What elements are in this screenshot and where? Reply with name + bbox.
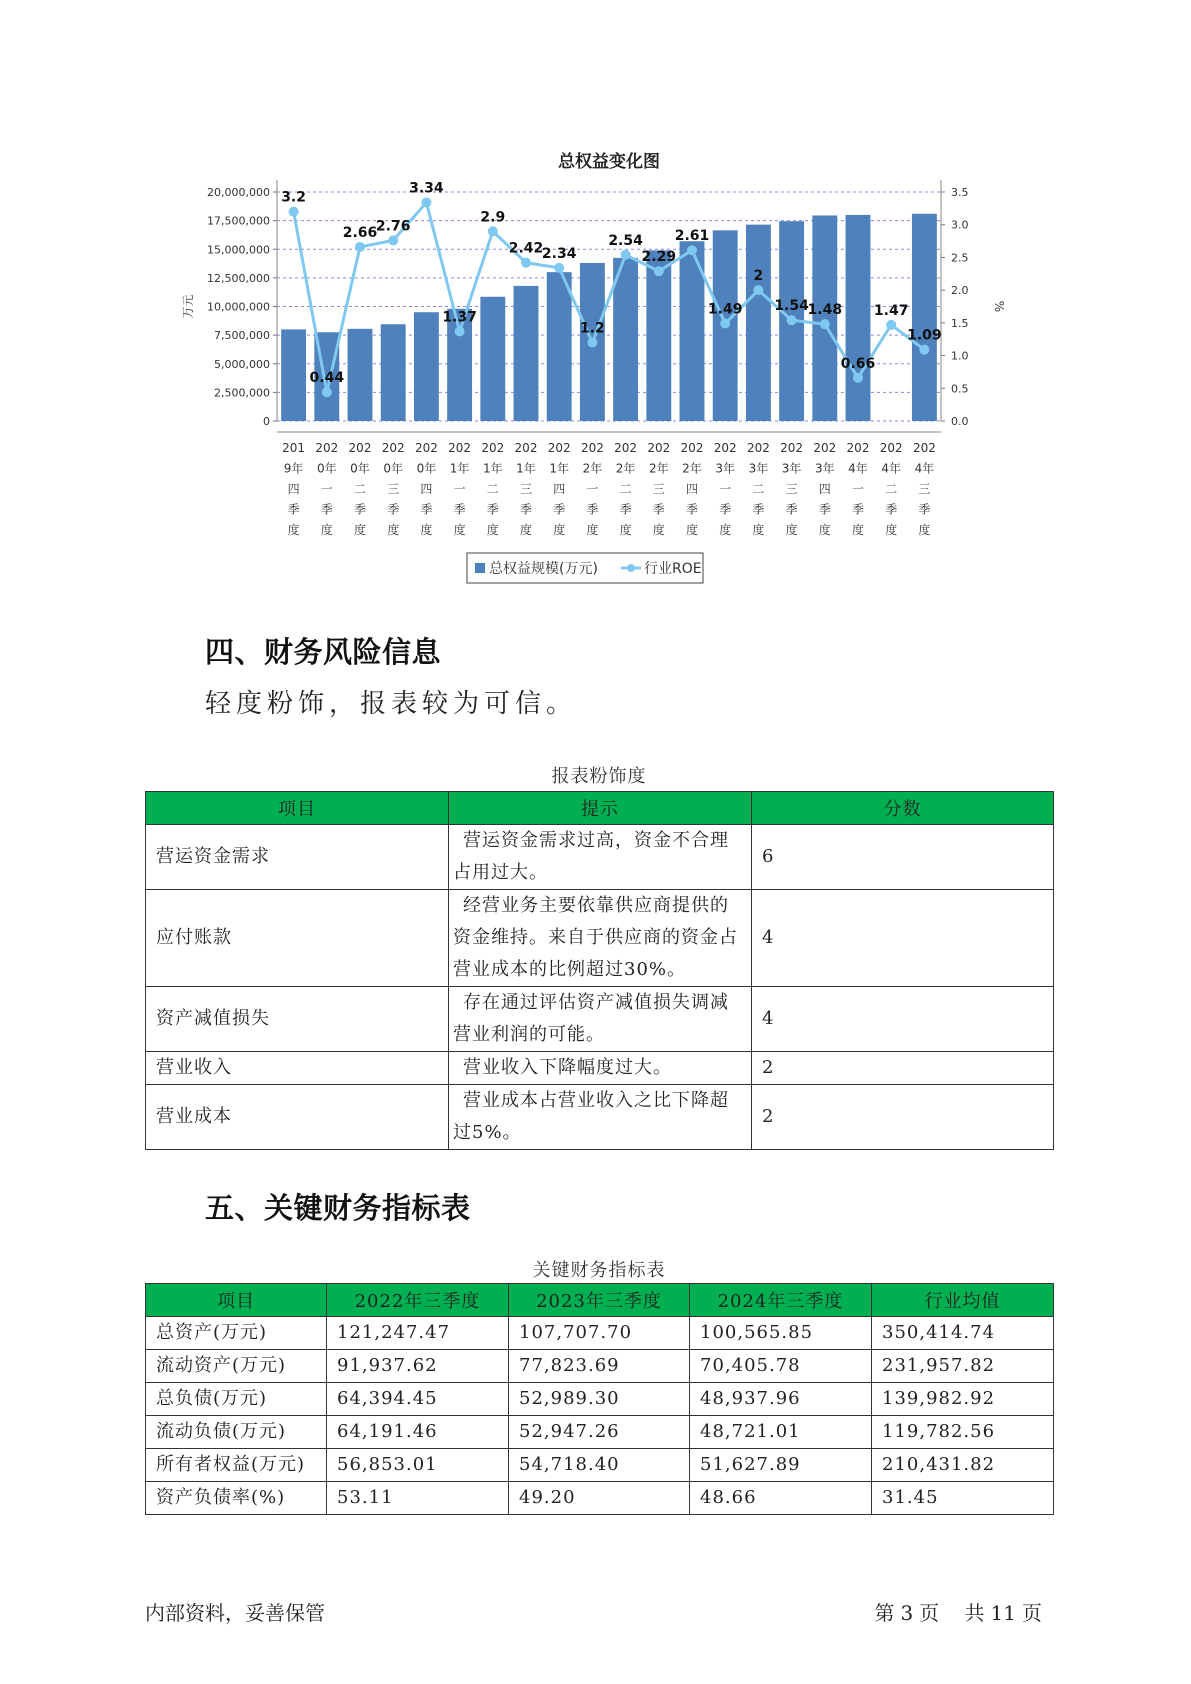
footer-page-mid: 页 [919, 1601, 940, 1625]
risk-score: 4 [752, 987, 1054, 1052]
roe-point [621, 250, 631, 260]
roe-data-label: 0.44 [309, 370, 345, 387]
x-tick-label: 202 [547, 441, 571, 455]
legend-swatch-marker [627, 564, 635, 572]
bar [746, 225, 771, 421]
x-tick-label: 1年 [549, 461, 570, 476]
section5-heading: 五、关键财务指标表 [205, 1191, 471, 1225]
x-tick-label: 一 [320, 482, 333, 496]
risk-header-hint: 提示 [449, 792, 752, 825]
kpi-value: 54,718.40 [509, 1449, 690, 1482]
table-row [146, 1482, 1054, 1515]
x-tick-label: 4年 [914, 461, 935, 476]
equity-chart [170, 140, 1006, 600]
risk-hint [449, 825, 752, 890]
roe-data-label: 2.42 [508, 240, 544, 257]
bar [480, 297, 505, 421]
y2-tick-label: 0.5 [951, 382, 969, 396]
x-tick-label: 202 [713, 441, 737, 455]
x-tick-label: 4年 [881, 461, 902, 476]
roe-point [687, 245, 697, 255]
y2-tick-label: 1.5 [951, 316, 969, 330]
kpi-item: 流动资产(万元) [146, 1350, 327, 1383]
table-row [146, 890, 1054, 987]
x-tick-label: 2年 [682, 461, 702, 476]
x-tick-label: 度 [486, 523, 499, 537]
x-tick-label: 季 [652, 502, 665, 517]
roe-data-label: 3.34 [409, 180, 444, 197]
x-tick-label: 2年 [615, 461, 636, 476]
risk-table [145, 791, 1054, 1150]
x-tick-label: 季 [851, 502, 865, 517]
x-tick-label: 202 [647, 441, 671, 455]
kpi-header-2024q3: 2024年三季度 [690, 1284, 872, 1317]
risk-hint-line: 营运资金需求过高，资金不合理 [463, 830, 729, 851]
x-tick-label: 202 [315, 441, 339, 455]
risk-item: 资产减值损失 [146, 987, 449, 1052]
x-tick-label: 度 [652, 523, 665, 537]
bar [812, 215, 837, 421]
x-tick-label: 202 [580, 441, 604, 455]
kpi-value: 121,247.47 [327, 1317, 509, 1350]
y2-axis-label: % [992, 300, 1006, 313]
x-tick-label: 度 [719, 523, 732, 537]
x-tick-label: 度 [420, 523, 433, 537]
kpi-value: 139,982.92 [872, 1383, 1054, 1416]
kpi-value: 49.20 [509, 1482, 690, 1515]
footer-page-number [871, 1597, 1045, 1626]
footer-total-num: 11 [990, 1601, 1016, 1625]
x-tick-label: 季 [619, 502, 632, 517]
roe-data-label: 0.66 [840, 355, 876, 372]
table-row [146, 1085, 1054, 1150]
roe-point [753, 285, 763, 295]
x-tick-label: 一 [453, 482, 466, 496]
table-row [146, 1449, 1054, 1482]
x-tick-label: 季 [752, 502, 765, 517]
x-tick-label: 二 [885, 482, 898, 496]
kpi-table-caption: 关键财务指标表 [532, 1260, 666, 1281]
table-row [146, 987, 1054, 1052]
x-tick-label: 0年 [383, 461, 404, 476]
x-tick-label: 202 [414, 441, 438, 455]
x-tick-label: 2年 [648, 461, 669, 476]
table-row [146, 1416, 1054, 1449]
roe-point [886, 320, 896, 330]
x-tick-label: 度 [619, 523, 632, 537]
x-tick-label: 1年 [482, 461, 503, 476]
kpi-value: 91,937.62 [327, 1350, 509, 1383]
kpi-value: 52,947.26 [509, 1416, 690, 1449]
kpi-item: 总负债(万元) [146, 1383, 327, 1416]
risk-item: 营运资金需求 [146, 825, 449, 890]
x-tick-label: 季 [353, 502, 367, 517]
roe-point [787, 315, 797, 325]
x-tick-label: 二 [619, 482, 632, 496]
roe-point [455, 326, 465, 336]
risk-hint-line: 存在通过评估资产减值损失调减 [463, 992, 729, 1013]
risk-hint-line: 营业收入下降幅度过大。 [463, 1057, 672, 1078]
roe-point [355, 242, 365, 252]
kpi-item: 总资产(万元) [146, 1317, 327, 1350]
x-tick-label: 度 [885, 523, 898, 537]
x-tick-label: 季 [586, 502, 599, 517]
x-tick-label: 四 [685, 482, 699, 496]
x-tick-label: 二 [486, 482, 499, 496]
roe-data-label: 2.54 [608, 232, 643, 249]
kpi-header-industry-avg: 行业均值 [872, 1284, 1054, 1317]
roe-data-label: 1.37 [442, 309, 477, 326]
x-tick-label: 202 [879, 441, 903, 455]
roe-point [421, 197, 431, 207]
x-tick-label: 202 [813, 441, 837, 455]
y-axis-label: 万元 [181, 294, 195, 319]
roe-data-label: 2.34 [541, 245, 577, 262]
y2-tick-label: 2.5 [951, 251, 969, 265]
roe-point [554, 263, 564, 273]
bar [547, 272, 572, 421]
x-tick-label: 二 [752, 482, 765, 496]
x-tick-label: 季 [885, 502, 898, 517]
x-tick-label: 三 [387, 482, 400, 496]
bar [281, 329, 306, 421]
x-tick-label: 2年 [582, 461, 603, 476]
y-tick-label: 0 [263, 415, 270, 428]
kpi-header-2023q3: 2023年三季度 [509, 1284, 690, 1317]
kpi-value: 64,394.45 [327, 1383, 509, 1416]
kpi-value: 107,707.70 [509, 1317, 690, 1350]
x-tick-label: 四 [420, 482, 433, 496]
y-tick-label: 10,000,000 [207, 300, 270, 314]
kpi-value: 52,989.30 [509, 1383, 690, 1416]
chart-title: 总权益变化图 [558, 152, 660, 172]
y-tick-label: 5,000,000 [214, 357, 270, 371]
bar [514, 286, 539, 421]
x-tick-label: 0年 [350, 461, 370, 476]
kpi-value: 48.66 [690, 1482, 872, 1515]
x-tick-label: 3年 [781, 461, 802, 476]
roe-data-label: 1.49 [707, 301, 743, 318]
kpi-item: 流动负债(万元) [146, 1416, 327, 1449]
y2-tick-label: 3.5 [951, 186, 969, 199]
risk-hint-line: 过5%。 [453, 1122, 522, 1143]
x-tick-label: 季 [486, 502, 499, 517]
roe-point [388, 235, 398, 245]
kpi-item: 所有者权益(万元) [146, 1449, 327, 1482]
roe-data-label: 2.76 [375, 218, 411, 235]
risk-hint-line: 营业利润的可能。 [453, 1024, 605, 1045]
x-tick-label: 四 [818, 482, 831, 496]
x-tick-label: 度 [287, 523, 300, 537]
roe-point [587, 337, 597, 347]
bar [912, 214, 937, 421]
x-tick-label: 度 [553, 523, 566, 537]
kpi-value: 64,191.46 [327, 1416, 509, 1449]
roe-point [521, 258, 531, 268]
x-tick-label: 202 [846, 441, 870, 455]
risk-header-score: 分数 [752, 792, 1054, 825]
kpi-table [145, 1283, 1054, 1515]
x-tick-label: 202 [680, 441, 704, 455]
footer-total-prefix: 共 [964, 1601, 985, 1625]
kpi-value: 56,853.01 [327, 1449, 509, 1482]
risk-hint [449, 1052, 752, 1085]
x-tick-label: 度 [785, 523, 798, 537]
x-tick-label: 四 [287, 482, 300, 496]
x-tick-label: 四 [553, 482, 566, 496]
risk-hint-line: 经营业务主要依靠供应商提供的 [463, 895, 729, 916]
y-tick-label: 2,500,000 [214, 386, 270, 400]
x-tick-label: 季 [287, 502, 300, 517]
bar [381, 324, 406, 421]
x-tick-label: 202 [481, 441, 505, 455]
x-tick-label: 季 [685, 502, 699, 517]
x-tick-label: 三 [519, 482, 533, 496]
x-tick-label: 一 [586, 482, 599, 496]
kpi-value: 48,937.96 [690, 1383, 872, 1416]
legend-label-bar: 总权益规模(万元) [489, 561, 598, 577]
roe-data-label: 2 [753, 268, 764, 285]
table-row [146, 1350, 1054, 1383]
y-tick-label: 17,500,000 [207, 214, 270, 228]
y2-tick-label: 3.0 [951, 218, 969, 232]
x-tick-label: 0年 [416, 461, 437, 476]
x-tick-label: 4年 [848, 461, 868, 476]
roe-point [654, 266, 664, 276]
roe-data-label: 3.2 [281, 189, 307, 206]
risk-score: 2 [752, 1052, 1054, 1085]
footer-page-num: 3 [900, 1601, 914, 1625]
section4-intro: 轻度粉饰，报表较为可信。 [205, 689, 578, 719]
kpi-value: 350,414.74 [872, 1317, 1054, 1350]
roe-data-label: 1.48 [807, 302, 843, 319]
roe-point [720, 319, 730, 329]
x-tick-label: 0年 [316, 461, 337, 476]
x-tick-label: 季 [918, 502, 931, 517]
risk-item: 营业成本 [146, 1085, 449, 1150]
x-tick-label: 202 [514, 441, 538, 455]
x-tick-label: 一 [719, 482, 732, 496]
legend-label-line: 行业ROE [644, 561, 702, 577]
x-tick-label: 3年 [748, 461, 769, 476]
x-tick-label: 度 [918, 523, 931, 537]
x-tick-label: 度 [453, 523, 466, 537]
roe-point [488, 226, 498, 236]
x-tick-label: 202 [780, 441, 804, 455]
roe-point [289, 207, 299, 217]
x-tick-label: 201 [282, 441, 306, 455]
x-tick-label: 季 [387, 502, 400, 517]
roe-data-label: 2.29 [641, 249, 677, 266]
y-tick-label: 12,500,000 [207, 271, 270, 285]
roe-point [919, 345, 929, 355]
roe-data-label: 2.9 [480, 209, 506, 226]
x-tick-label: 三 [918, 482, 931, 496]
x-tick-label: 度 [851, 523, 865, 537]
x-tick-label: 季 [785, 502, 798, 517]
y2-tick-label: 0.0 [951, 415, 969, 428]
bar [613, 258, 638, 421]
x-tick-label: 202 [348, 441, 372, 455]
roe-data-label: 1.09 [907, 327, 942, 344]
x-tick-label: 三 [785, 482, 798, 496]
x-tick-label: 度 [586, 523, 599, 537]
roe-data-label: 2.66 [342, 224, 378, 241]
x-tick-label: 一 [851, 482, 865, 496]
roe-data-label: 2.61 [674, 228, 710, 245]
kpi-header-2022q3: 2022年三季度 [327, 1284, 509, 1317]
x-tick-label: 度 [519, 523, 533, 537]
kpi-value: 231,957.82 [872, 1350, 1054, 1383]
x-tick-label: 202 [614, 441, 638, 455]
x-tick-label: 度 [387, 523, 400, 537]
x-tick-label: 度 [752, 523, 765, 537]
bar [414, 312, 439, 421]
kpi-value: 77,823.69 [509, 1350, 690, 1383]
risk-hint-line: 资金维持。来自于供应商的资金占 [453, 927, 738, 948]
x-tick-label: 202 [381, 441, 405, 455]
roe-point [820, 319, 830, 329]
legend-swatch-bar [475, 563, 485, 573]
footer-confidential: 内部资料，妥善保管 [145, 1601, 325, 1625]
x-tick-label: 季 [553, 502, 566, 517]
x-tick-label: 度 [353, 523, 367, 537]
kpi-value: 53.11 [327, 1482, 509, 1515]
risk-score: 6 [752, 825, 1054, 890]
roe-data-label: 1.2 [579, 320, 605, 337]
roe-data-label: 1.54 [774, 298, 809, 315]
x-tick-label: 季 [519, 502, 533, 517]
risk-item: 营业收入 [146, 1052, 449, 1085]
risk-hint [449, 987, 752, 1052]
x-tick-label: 202 [746, 441, 770, 455]
risk-table-caption: 报表粉饰度 [551, 766, 647, 787]
bar [846, 215, 871, 421]
kpi-value: 100,565.85 [690, 1317, 872, 1350]
x-tick-label: 季 [719, 502, 732, 517]
kpi-header-item: 项目 [146, 1284, 327, 1317]
risk-header-item: 项目 [146, 792, 449, 825]
y-tick-label: 15,000,000 [207, 243, 270, 257]
risk-score: 4 [752, 890, 1054, 987]
risk-table-header [146, 792, 1054, 825]
x-tick-label: 季 [818, 502, 831, 517]
x-tick-label: 度 [685, 523, 699, 537]
bar [348, 329, 373, 421]
section4-heading: 四、财务风险信息 [205, 635, 442, 669]
x-tick-label: 季 [420, 502, 433, 517]
x-tick-label: 1年 [449, 461, 470, 476]
footer-total-suffix: 页 [1022, 1601, 1042, 1625]
table-row [146, 825, 1054, 890]
kpi-table-header [146, 1284, 1054, 1317]
x-tick-label: 3年 [715, 461, 736, 476]
y2-tick-label: 1.0 [951, 349, 969, 363]
roe-point [322, 387, 332, 397]
table-row [146, 1052, 1054, 1085]
x-tick-label: 9年 [283, 461, 304, 476]
roe-point [853, 373, 863, 383]
kpi-value: 210,431.82 [872, 1449, 1054, 1482]
y2-tick-label: 2.0 [951, 284, 969, 298]
risk-hint [449, 890, 752, 987]
x-tick-label: 三 [652, 482, 665, 496]
kpi-value: 119,782.56 [872, 1416, 1054, 1449]
x-tick-label: 202 [912, 441, 936, 455]
kpi-item: 资产负债率(%) [146, 1482, 327, 1515]
kpi-value: 51,627.89 [690, 1449, 872, 1482]
table-row [146, 1317, 1054, 1350]
x-tick-label: 3年 [814, 461, 835, 476]
risk-item: 应付账款 [146, 890, 449, 987]
risk-hint-line: 占用过大。 [453, 862, 548, 883]
equity-chart-svg [170, 140, 1006, 600]
kpi-value: 70,405.78 [690, 1350, 872, 1383]
y-tick-label: 20,000,000 [207, 186, 270, 199]
table-row [146, 1383, 1054, 1416]
kpi-value: 31.45 [872, 1482, 1054, 1515]
kpi-value: 48,721.01 [690, 1416, 872, 1449]
x-tick-label: 季 [453, 502, 466, 517]
y-tick-label: 7,500,000 [214, 329, 270, 343]
x-tick-label: 202 [448, 441, 472, 455]
risk-hint [449, 1085, 752, 1150]
footer-page-prefix: 第 [874, 1601, 895, 1625]
x-tick-label: 度 [320, 523, 333, 537]
x-tick-label: 度 [818, 523, 831, 537]
roe-data-label: 1.47 [873, 302, 909, 319]
risk-hint-line: 营业成本的比例超过30%。 [453, 959, 687, 980]
risk-hint-line: 营业成本占营业收入之比下降超 [463, 1090, 729, 1111]
risk-score: 2 [752, 1085, 1054, 1150]
x-tick-label: 1年 [516, 461, 536, 476]
x-tick-label: 二 [353, 482, 367, 496]
x-tick-label: 季 [320, 502, 333, 517]
